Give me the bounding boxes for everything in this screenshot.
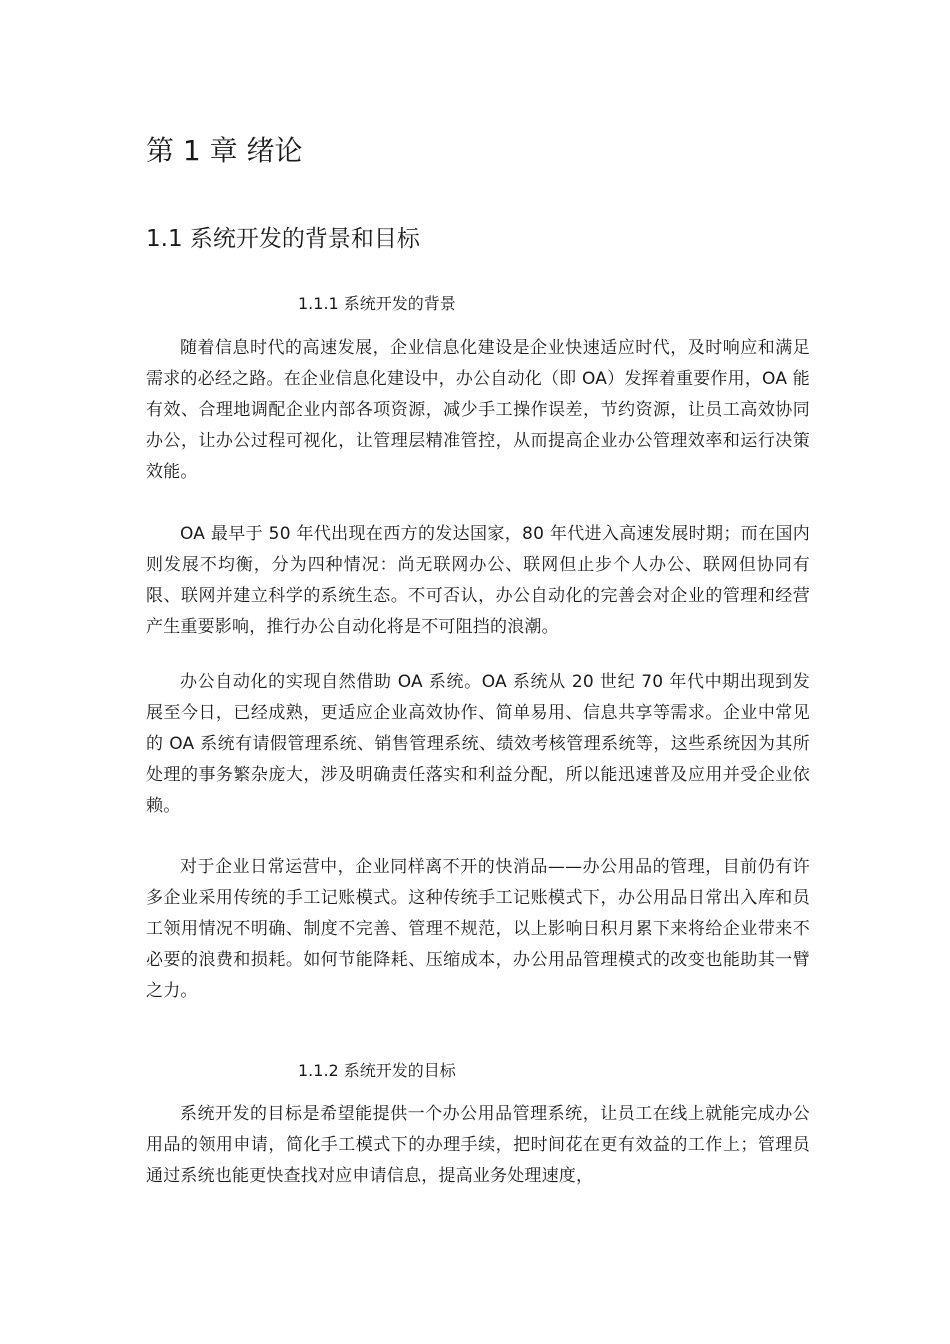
- subsection-title-goal: 1.1.2 系统开发的目标: [298, 1061, 456, 1080]
- paragraph-background-4: 对于企业日常运营中，企业同样离不开的快消品——办公用品的管理，目前仍有许多企业采用传统的手工记账模式。这种传统手工记账模式下，办公用品日常出入库和员工领用情况不明确、制度不完善、管理不规范，以上影响日积月累下来将给企业带来不必要的浪费和损耗。如何节能降耗、压缩成本，办公用品管理模式的改变也能助其一臂之力。: [146, 857, 810, 1001]
- paragraph-background-1: 随着信息时代的高速发展，企业信息化建设是企业快速适应时代，及时响应和满足需求的必经之路。在企业信息化建设中，办公自动化（即 OA）发挥着重要作用，OA 能有效、合理地调配企业内部各项资源，减少手工操作误差，节约资源，让员工高效协同办公，让办公过程可视化，让管理层精准管控，从而提高企业办公管理效率和运行决策效能。: [146, 338, 810, 482]
- section-title: 1.1 系统开发的背景和目标: [146, 226, 420, 252]
- subsection-title-background: 1.1.1 系统开发的背景: [298, 294, 456, 313]
- chapter-title: 第 1 章 绪论: [146, 134, 303, 167]
- paragraph-goal-1: 系统开发的目标是希望能提供一个办公用品管理系统，让员工在线上就能完成办公用品的领用申请，简化手工模式下的办理手续，把时间花在更有效益的工作上；管理员通过系统也能更快查找对应申请信息，提高业务处理速度，: [146, 1104, 810, 1186]
- paragraph-background-3: 办公自动化的实现自然借助 OA 系统。OA 系统从 20 世纪 70 年代中期出现到发展至今日，已经成熟，更适应企业高效协作、简单易用、信息共享等需求。企业中常见的 OA 系统有请假管理系统、销售管理系统、绩效考核管理系统等，这些系统因为其所处理的事务繁杂庞大，涉及明确责任落实和利益分配，所以能迅速普及应用并受企业依赖。: [146, 672, 810, 816]
- paragraph-background-2: OA 最早于 50 年代出现在西方的发达国家，80 年代进入高速发展时期；而在国内则发展不均衡，分为四种情况：尚无联网办公、联网但止步个人办公、联网但协同有限、联网并建立科学的系统生态。不可否认，办公自动化的完善会对企业的管理和经营产生重要影响，推行办公自动化将是不可阻挡的浪潮。: [146, 524, 810, 637]
